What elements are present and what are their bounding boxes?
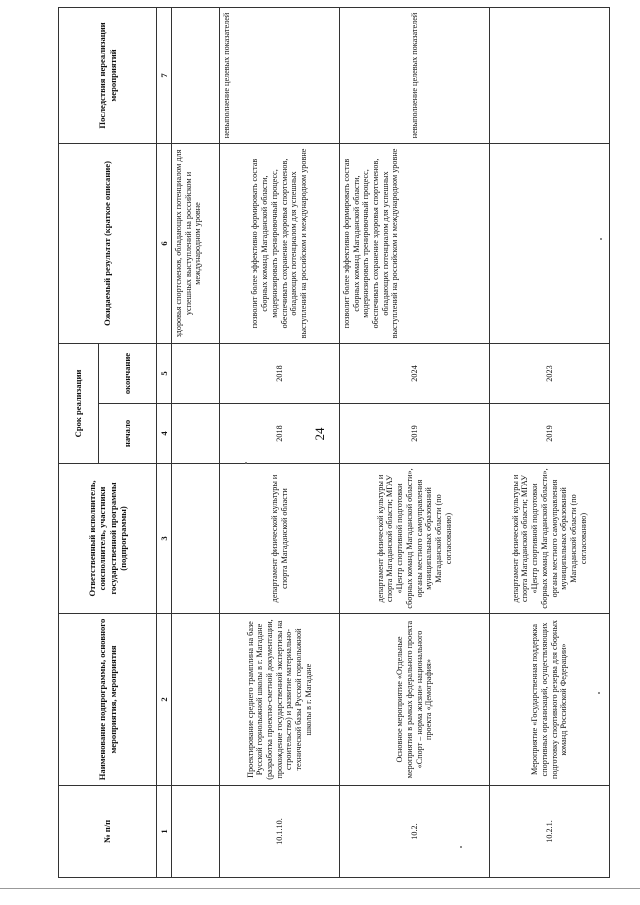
col-number: 3: [157, 464, 172, 614]
cell-num: 10.2.1.: [490, 786, 610, 878]
table-row: [340, 7, 490, 877]
col-number: 6: [157, 143, 172, 343]
cell-responsible: департамент физической культуры и спорта Магаданской области; МГАУ «Центр спортивной подготовки сборных команд Магаданской области», органы местного самоуправления муниципальных образований Магаданской области (по согласованию): [490, 464, 610, 614]
cell-start: 2019: [490, 404, 610, 464]
header-term: Срок реализации: [59, 343, 99, 463]
cell-num: 10.1.10.: [220, 786, 340, 878]
header-responsible: Ответственный исполнитель, соисполнитель, участники государственной программы (подпрограммы): [59, 464, 157, 614]
cell-consequences: невыполнение целевых показателей: [220, 7, 340, 143]
cell-start: 2019: [340, 404, 490, 464]
col-number: 5: [157, 343, 172, 403]
header-row: [59, 7, 99, 877]
header-consequences: Последствия нереализации мероприятий: [59, 7, 157, 143]
column-numbers-row: [157, 7, 172, 877]
table-row: [172, 7, 220, 877]
header-name: Наименование подпрограммы, основного мероприятия, мероприятия: [59, 614, 157, 786]
header-num: № п/п: [59, 786, 157, 878]
table-row: [220, 7, 340, 877]
cell-responsible: департамент физической культуры и спорта Магаданской области: [220, 464, 340, 614]
cell-end: 2024: [340, 343, 490, 403]
scan-footer-line: [0, 888, 640, 889]
cell-end: 2023: [490, 343, 610, 403]
cell-name: Проектирование среднего трамплина на базе Русской горнолыжной школы в г. Магадане (разработка проектно-сметной документации, прохождение государственной экспертизы на строительство) и развитие материально-технической базы Русской горнолыжной школы в г. Магадане: [220, 614, 340, 786]
cell-name: Мероприятие «Государственная поддержка спортивных организаций, осуществляющих подготовку спортивного резерва для сборных команд Российской Федерации»: [490, 614, 610, 786]
cell-name: Основное мероприятие «Отдельные мероприятия в рамках федерального проекта «Спорт – норма жизни» национального проекта «Демография»: [340, 614, 490, 786]
col-number: 7: [157, 7, 172, 143]
header-result: Ожидаемый результат (краткое описание): [59, 143, 157, 343]
cell-end: 2018: [220, 343, 340, 403]
col-number: 4: [157, 404, 172, 464]
scan-speck: [598, 692, 600, 694]
cell-result: [490, 143, 610, 343]
cell-responsible: [172, 464, 220, 614]
cell-responsible: департамент физической культуры и спорта Магаданской области; МГАУ «Центр спортивной подготовки сборных команд Магаданской области», органы местного самоуправления муниципальных образований Магаданской области (по согласованию): [340, 464, 490, 614]
cell-result: позволит более эффективно формировать состав сборных команд Магаданской области, модернизировать тренировочный процесс, обеспечивать сохранение здоровья спортсменов, обладающих потенциалом для успешных выступлений на российском и международном уровне: [220, 143, 340, 343]
cell-result: позволит более эффективно формировать состав сборных команд Магаданской области, модернизировать тренировочный процесс, обеспечивать сохранение здоровья спортсменов, обладающих потенциалом для успешных выступлений на российском и международном уровне: [340, 143, 490, 343]
cell-consequences: невыполнение целевых показателей: [340, 7, 490, 143]
table-row: [490, 7, 610, 877]
header-start: начало: [99, 404, 157, 464]
cell-start: 2018: [220, 404, 340, 464]
cell-start: [172, 404, 220, 464]
scan-speck: [600, 238, 602, 240]
page-number: 24: [312, 427, 327, 441]
cell-num: [172, 786, 220, 878]
rotated-table-container: [58, 8, 608, 878]
scan-speck: [460, 846, 462, 848]
header-end: окончание: [99, 343, 157, 403]
cell-consequences: [490, 7, 610, 143]
cell-result: здоровья спортсменов, обладающих потенциалом для успешных выступлений на российском и международном уровне: [172, 143, 220, 343]
cell-name: [172, 614, 220, 786]
program-table: [58, 7, 610, 878]
cell-num: 10.2.: [340, 786, 490, 878]
col-number: 1: [157, 786, 172, 878]
scan-speck: [245, 462, 247, 464]
col-number: 2: [157, 614, 172, 786]
cell-consequences: [172, 7, 220, 143]
cell-end: [172, 343, 220, 403]
